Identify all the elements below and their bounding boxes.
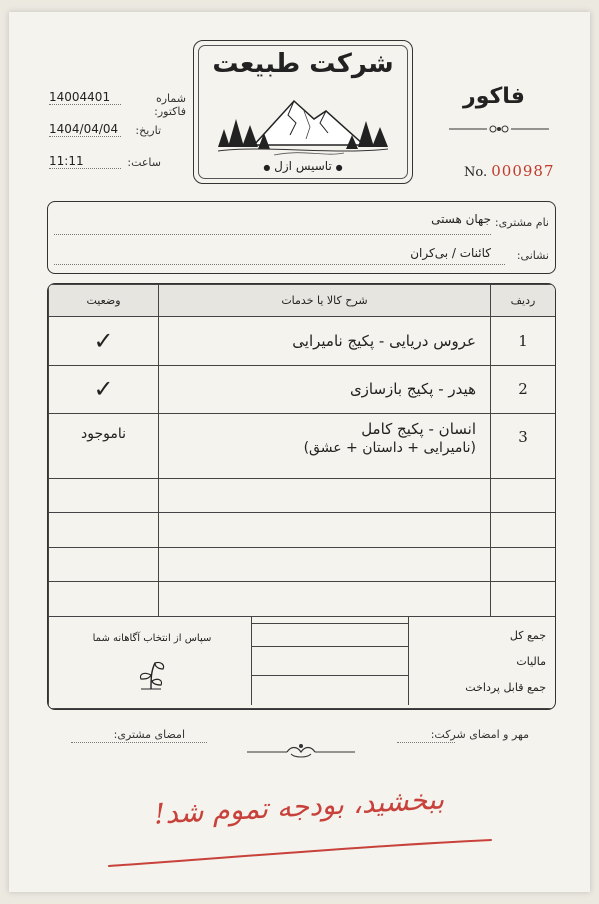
items-table <box>47 283 556 710</box>
established-text: تاسیس ازل <box>274 159 332 173</box>
table-row-empty <box>49 478 556 513</box>
checkmark-icon: ✓ <box>49 365 159 413</box>
table-row <box>49 365 556 413</box>
flourish-divider-icon <box>245 740 357 760</box>
table-header-row <box>49 285 556 317</box>
time-value: 11:11 <box>49 154 121 169</box>
customer-box <box>47 201 556 274</box>
ornament-divider-icon <box>447 122 551 136</box>
company-signature-label: مهر و امضای شرکت: <box>430 728 529 741</box>
row-number: 2 <box>491 365 556 413</box>
row-description-detail: (نامیرایی + داستان + عشق) <box>303 439 476 456</box>
thanks-note: سپاس از انتخاب آگاهانه شما <box>92 632 212 644</box>
table-row-empty <box>49 582 556 617</box>
handwritten-note: ببخشید، بودجه تموم شد! <box>153 782 445 831</box>
customer-signature-label: امضای مشتری: <box>113 728 185 741</box>
address-value: کائنات / بی‌کران <box>410 246 491 260</box>
company-name: شرکت طبیعت <box>212 49 394 79</box>
header-status: وضعیت <box>49 285 159 317</box>
table-row-empty <box>49 547 556 582</box>
row-description: عروس دریایی - پکیج نامیرایی <box>159 317 491 365</box>
checkmark-icon: ✓ <box>49 317 159 365</box>
row-number: 1 <box>491 317 556 365</box>
leaf-sprout-icon <box>133 657 169 691</box>
date-label: تاریخ: <box>135 124 161 137</box>
table-row-empty <box>49 513 556 548</box>
customer-name: جهان هستی <box>431 212 491 226</box>
totals-values <box>251 617 409 705</box>
header-row-number: ردیف <box>491 285 556 317</box>
established-note: ● تاسیس ازل ● <box>263 159 343 173</box>
serial-number <box>464 162 555 180</box>
tax-label: مالیات <box>516 654 546 668</box>
table-row <box>49 317 556 365</box>
time-label: ساعت: <box>127 156 161 169</box>
handwritten-underline <box>105 832 495 872</box>
row-description: انسان - پکیج کامل <box>361 419 476 438</box>
row-description: هیدر - پکیج بازسازی <box>159 365 491 413</box>
payable-label: جمع قابل پرداخت <box>465 680 546 694</box>
address-label: نشانی: <box>516 249 549 262</box>
header-description: شرح کالا یا خدمات <box>159 285 491 317</box>
date-value: 1404/04/04 <box>49 122 121 137</box>
row-status: ناموجود <box>49 413 159 478</box>
total-label: جمع کل <box>509 628 546 642</box>
invoice-paper <box>9 12 590 892</box>
totals-row <box>49 616 556 708</box>
company-logo-box <box>193 40 413 184</box>
invoice-number-label: شماره فاکتور: <box>154 92 186 118</box>
row-description-cell <box>159 413 491 478</box>
serial-prefix: No. <box>464 165 488 180</box>
serial-value: 000987 <box>491 162 555 180</box>
row-number: 3 <box>491 413 556 478</box>
mountain-landscape-icon <box>214 93 392 157</box>
totals-cell <box>49 616 556 708</box>
invoice-number: 14004401 <box>49 90 121 105</box>
table-row <box>49 413 556 478</box>
customer-name-label: نام مشتری: <box>494 216 549 229</box>
document-title: فاکور <box>463 84 525 109</box>
